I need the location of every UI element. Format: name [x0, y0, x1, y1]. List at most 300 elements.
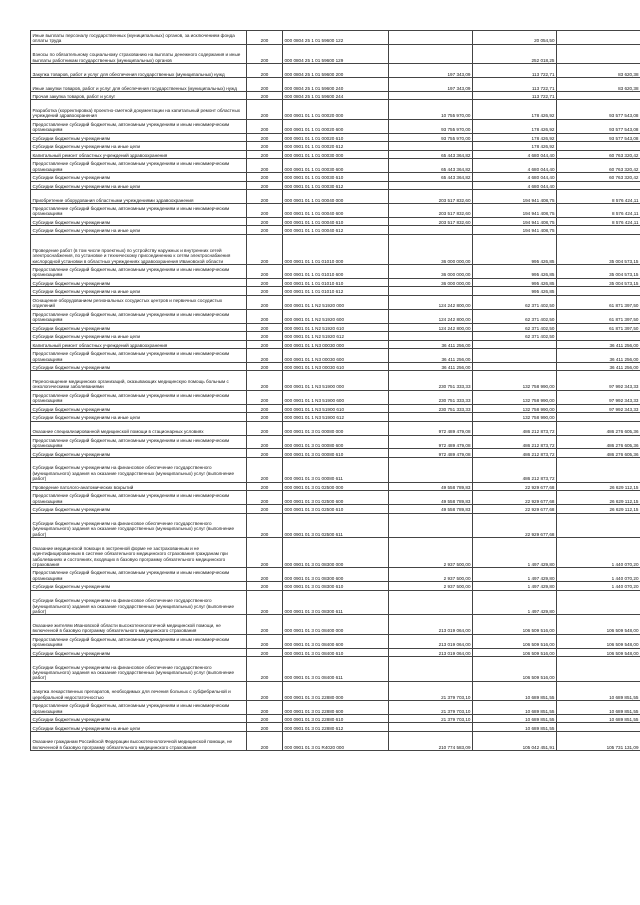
row-line-code-cell: 200: [247, 648, 283, 657]
row-approved-cell: 210 774 583,09: [389, 731, 473, 750]
row-approved-cell: [389, 723, 473, 732]
table-row: [31, 371, 640, 390]
row-budget-code-cell: 000 0901 01 1 N3 00030 000: [283, 340, 389, 349]
row-unexecuted-cell: 8 576 424,11: [557, 217, 640, 226]
row-unexecuted-cell: 97 992 343,33: [557, 371, 640, 390]
row-budget-code-cell: 000 0901 01 3 01 08400 611: [283, 657, 389, 682]
row-executed-cell: 10 689 851,55: [473, 701, 557, 715]
row-approved-cell: 10 755 970,00: [389, 100, 473, 119]
row-name-cell: Предоставление субсидий бюджетным, автономным учреждениям и иным некоммерческим организациям: [31, 349, 247, 363]
row-executed-cell: 4 680 044,40: [473, 173, 557, 182]
row-executed-cell: 178 426,92: [473, 100, 557, 119]
table-row: [31, 582, 640, 591]
table-row: [31, 435, 640, 449]
row-budget-code-cell: 000 0901 01 1 N2 51920 000: [283, 295, 389, 309]
row-executed-cell: 132 758 990,00: [473, 390, 557, 404]
row-name-cell: Субсидии бюджетным учреждениям: [31, 714, 247, 723]
row-name-cell: Предоставление субсидий бюджетным, автономным учреждениям и иным некоммерческим организациям: [31, 701, 247, 715]
row-unexecuted-cell: [557, 226, 640, 235]
row-name-cell: Субсидии бюджетным учреждениям: [31, 582, 247, 591]
row-name-cell: Субсидии бюджетным учреждениям: [31, 217, 247, 226]
row-name-cell: Проведение патолого-анатомических вскрытий: [31, 482, 247, 491]
row-line-code-cell: 200: [247, 590, 283, 615]
row-approved-cell: 49 558 789,83: [389, 505, 473, 514]
row-unexecuted-cell: [557, 31, 640, 45]
row-line-code-cell: 200: [247, 217, 283, 226]
table-row: [31, 100, 640, 119]
row-approved-cell: 213 019 064,00: [389, 648, 473, 657]
table-row: [31, 332, 640, 341]
row-unexecuted-cell: 26 629 112,15: [557, 491, 640, 505]
row-line-code-cell: 200: [247, 513, 283, 538]
table-row: [31, 681, 640, 700]
row-executed-cell: 22 929 677,68: [473, 513, 557, 538]
row-executed-cell: 62 371 402,50: [473, 295, 557, 309]
row-approved-cell: 36 000 000,00: [389, 278, 473, 287]
table-row: [31, 390, 640, 404]
table-row: [31, 568, 640, 582]
row-unexecuted-cell: 10 689 851,55: [557, 714, 640, 723]
row-unexecuted-cell: 35 004 573,15: [557, 234, 640, 264]
row-unexecuted-cell: 60 763 320,42: [557, 150, 640, 159]
table-row: [31, 413, 640, 422]
row-name-cell: Субсидии бюджетным учреждениям на финансовое обеспечение государственного (муниципального) задания на оказание государственных (муниципальных) услуг (выполнение работ): [31, 457, 247, 482]
row-name-cell: Субсидии бюджетным учреждениям: [31, 404, 247, 413]
row-executed-cell: 178 426,92: [473, 142, 557, 151]
row-line-code-cell: 200: [247, 323, 283, 332]
row-approved-cell: 2 937 500,00: [389, 538, 473, 568]
row-budget-code-cell: 000 0901 01 3 01 08400 600: [283, 634, 389, 648]
row-unexecuted-cell: [557, 287, 640, 296]
row-budget-code-cell: 000 0901 01 1 N3 00030 600: [283, 349, 389, 363]
row-budget-code-cell: 000 0901 01 3 01 22880 610: [283, 714, 389, 723]
row-unexecuted-cell: 26 629 112,15: [557, 505, 640, 514]
row-unexecuted-cell: 97 992 343,33: [557, 390, 640, 404]
row-line-code-cell: 200: [247, 413, 283, 422]
row-executed-cell: 132 758 990,00: [473, 371, 557, 390]
table-row: [31, 404, 640, 413]
row-name-cell: Субсидии бюджетным учреждениям: [31, 133, 247, 142]
row-budget-code-cell: 000 0901 01 3 01 08300 000: [283, 538, 389, 568]
table-row: [31, 133, 640, 142]
row-unexecuted-cell: [557, 413, 640, 422]
row-unexecuted-cell: 61 871 397,50: [557, 323, 640, 332]
row-unexecuted-cell: 1 440 070,20: [557, 538, 640, 568]
row-name-cell: Субсидии бюджетным учреждениям на иные цели: [31, 332, 247, 341]
row-line-code-cell: 200: [247, 264, 283, 278]
row-approved-cell: 972 489 479,08: [389, 449, 473, 458]
row-executed-cell: 486 212 873,72: [473, 421, 557, 435]
row-budget-code-cell: 000 0901 01 1 01 00030 600: [283, 159, 389, 173]
row-approved-cell: 972 489 479,08: [389, 421, 473, 435]
row-unexecuted-cell: 10 689 851,55: [557, 681, 640, 700]
table-row: [31, 449, 640, 458]
row-line-code-cell: 200: [247, 150, 283, 159]
row-name-cell: Субсидии бюджетным учреждениям на иные цели: [31, 226, 247, 235]
row-unexecuted-cell: 60 763 320,42: [557, 159, 640, 173]
row-approved-cell: [389, 413, 473, 422]
row-executed-cell: 132 758 990,00: [473, 413, 557, 422]
row-name-cell: Капитальный ремонт областных учреждений здравоохранения: [31, 340, 247, 349]
row-budget-code-cell: 000 0901 01 1 N3 51900 600: [283, 390, 389, 404]
row-approved-cell: 197 343,09: [389, 64, 473, 78]
table-row: [31, 309, 640, 323]
row-line-code-cell: 200: [247, 568, 283, 582]
row-name-cell: Предоставление субсидий бюджетным, автономным учреждениям и иным некоммерческим организациям: [31, 634, 247, 648]
row-line-code-cell: 200: [247, 491, 283, 505]
row-executed-cell: 22 929 677,68: [473, 482, 557, 491]
table-row: [31, 159, 640, 173]
table-row: [31, 457, 640, 482]
row-line-code-cell: 200: [247, 100, 283, 119]
row-executed-cell: 62 371 402,50: [473, 332, 557, 341]
row-name-cell: Субсидии бюджетным учреждениям: [31, 278, 247, 287]
row-executed-cell: 194 941 408,75: [473, 190, 557, 204]
table-row: [31, 234, 640, 264]
row-line-code-cell: 200: [247, 457, 283, 482]
row-approved-cell: 36 000 000,00: [389, 264, 473, 278]
table-row: [31, 714, 640, 723]
row-line-code-cell: 200: [247, 91, 283, 100]
row-name-cell: Оказание специализированной медицинской помощи в стационарных условиях: [31, 421, 247, 435]
row-unexecuted-cell: 105 731 131,09: [557, 731, 640, 750]
row-executed-cell: [473, 349, 557, 363]
row-name-cell: Субсидии бюджетным учреждениям на иные цели: [31, 723, 247, 732]
row-unexecuted-cell: 60 763 320,42: [557, 173, 640, 182]
row-line-code-cell: 200: [247, 615, 283, 634]
row-executed-cell: 105 042 451,91: [473, 731, 557, 750]
row-line-code-cell: 200: [247, 435, 283, 449]
row-budget-code-cell: 000 0901 01 1 N3 51900 612: [283, 413, 389, 422]
row-approved-cell: 972 489 479,08: [389, 435, 473, 449]
row-budget-code-cell: 000 0901 01 3 01 02500 000: [283, 482, 389, 491]
row-budget-code-cell: 000 0901 01 3 01 02500 600: [283, 491, 389, 505]
row-line-code-cell: 200: [247, 404, 283, 413]
row-approved-cell: 36 411 256,00: [389, 340, 473, 349]
row-unexecuted-cell: [557, 181, 640, 190]
row-budget-code-cell: 000 0901 01 3 01 08400 610: [283, 648, 389, 657]
row-approved-cell: 93 755 970,00: [389, 133, 473, 142]
row-approved-cell: 21 379 703,10: [389, 714, 473, 723]
row-line-code-cell: 200: [247, 449, 283, 458]
row-name-cell: Иные закупки товаров, работ и услуг для обеспечения государственных (муниципальных) нужд: [31, 78, 247, 92]
row-line-code-cell: 200: [247, 119, 283, 133]
row-name-cell: Субсидии бюджетным учреждениям на финансовое обеспечение государственного (муниципального) задания на оказание государственных (муниципальных) услуг (выполнение работ): [31, 590, 247, 615]
row-approved-cell: [389, 657, 473, 682]
row-approved-cell: 2 937 500,00: [389, 582, 473, 591]
row-approved-cell: 203 517 832,60: [389, 190, 473, 204]
row-executed-cell: 113 722,71: [473, 64, 557, 78]
row-name-cell: Субсидии бюджетным учреждениям: [31, 648, 247, 657]
row-name-cell: Приобретение оборудования областными учреждениями здравоохранения: [31, 190, 247, 204]
row-line-code-cell: 200: [247, 78, 283, 92]
row-name-cell: Капитальный ремонт областных учреждений здравоохранения: [31, 150, 247, 159]
row-line-code-cell: 200: [247, 64, 283, 78]
row-unexecuted-cell: 83 620,38: [557, 64, 640, 78]
table-row: [31, 295, 640, 309]
row-line-code-cell: 200: [247, 634, 283, 648]
row-budget-code-cell: 000 0901 01 3 01 00080 610: [283, 449, 389, 458]
row-name-cell: Субсидии бюджетным учреждениям: [31, 449, 247, 458]
row-budget-code-cell: 000 0901 01 1 01 00030 000: [283, 150, 389, 159]
table-row: [31, 181, 640, 190]
row-budget-code-cell: 000 0901 01 3 01 00080 611: [283, 457, 389, 482]
row-approved-cell: 230 751 333,33: [389, 371, 473, 390]
row-executed-cell: 194 941 408,75: [473, 217, 557, 226]
row-approved-cell: 65 443 364,82: [389, 159, 473, 173]
row-executed-cell: 194 941 408,75: [473, 203, 557, 217]
row-name-cell: Оказание жителям Ивановской области высокотехнологичной медицинской помощи, не включенной в базовую программу обязательного медицинского страхования: [31, 615, 247, 634]
row-line-code-cell: 200: [247, 31, 283, 45]
row-budget-code-cell: 000 0901 01 1 N2 51920 612: [283, 332, 389, 341]
row-line-code-cell: 200: [247, 362, 283, 371]
row-name-cell: Субсидии бюджетным учреждениям на иные цели: [31, 287, 247, 296]
table-row: [31, 31, 640, 45]
row-unexecuted-cell: 486 276 605,36: [557, 449, 640, 458]
table-row: [31, 119, 640, 133]
row-unexecuted-cell: [557, 44, 640, 63]
table-row: [31, 217, 640, 226]
row-budget-code-cell: 000 0901 01 1 01 00020 610: [283, 133, 389, 142]
row-executed-cell: 62 371 402,50: [473, 323, 557, 332]
row-name-cell: Субсидии бюджетным учреждениям на иные цели: [31, 181, 247, 190]
row-unexecuted-cell: 35 004 573,15: [557, 264, 640, 278]
row-line-code-cell: 200: [247, 309, 283, 323]
row-approved-cell: [389, 44, 473, 63]
row-approved-cell: 21 379 703,10: [389, 681, 473, 700]
row-name-cell: Субсидии бюджетным учреждениям: [31, 323, 247, 332]
row-executed-cell: 995 426,85: [473, 278, 557, 287]
row-approved-cell: [389, 226, 473, 235]
row-executed-cell: 113 722,71: [473, 91, 557, 100]
row-budget-code-cell: 000 0804 25 1 01 59600 200: [283, 64, 389, 78]
row-name-cell: Разработка (корректировка) проектно-сметной документации на капитальный ремонт областных учреждений здравоохранения: [31, 100, 247, 119]
table-row: [31, 142, 640, 151]
row-line-code-cell: 200: [247, 203, 283, 217]
row-budget-code-cell: 000 0901 01 1 N3 00030 610: [283, 362, 389, 371]
table-row: [31, 349, 640, 363]
row-budget-code-cell: 000 0901 01 3 01 R4020 000: [283, 731, 389, 750]
row-unexecuted-cell: 93 577 543,08: [557, 100, 640, 119]
row-unexecuted-cell: 36 411 256,00: [557, 340, 640, 349]
row-executed-cell: 1 497 429,80: [473, 538, 557, 568]
row-name-cell: Предоставление субсидий бюджетным, автономным учреждениям и иным некоммерческим организациям: [31, 309, 247, 323]
row-line-code-cell: 200: [247, 349, 283, 363]
row-approved-cell: 21 379 703,10: [389, 701, 473, 715]
row-budget-code-cell: 000 0804 25 1 01 59600 129: [283, 44, 389, 63]
row-budget-code-cell: 000 0901 01 1 N2 51920 610: [283, 323, 389, 332]
row-unexecuted-cell: 8 576 424,11: [557, 190, 640, 204]
row-budget-code-cell: 000 0804 25 1 01 59600 122: [283, 31, 389, 45]
row-unexecuted-cell: [557, 457, 640, 482]
row-executed-cell: 113 722,71: [473, 78, 557, 92]
row-line-code-cell: 200: [247, 159, 283, 173]
row-budget-code-cell: 000 0901 01 3 01 02500 611: [283, 513, 389, 538]
row-unexecuted-cell: 486 276 605,36: [557, 435, 640, 449]
row-name-cell: Взносы по обязательному социальному страхованию на выплаты денежного содержания и иные выплаты работникам государственных (муниципальных) органов: [31, 44, 247, 63]
row-budget-code-cell: 000 0901 01 1 N3 51900 000: [283, 371, 389, 390]
row-unexecuted-cell: [557, 590, 640, 615]
row-budget-code-cell: 000 0901 01 3 01 08300 600: [283, 568, 389, 582]
row-line-code-cell: 200: [247, 681, 283, 700]
table-row: [31, 173, 640, 182]
table-row: [31, 590, 640, 615]
row-executed-cell: 486 212 873,72: [473, 449, 557, 458]
table-row: [31, 648, 640, 657]
row-approved-cell: 124 242 800,00: [389, 295, 473, 309]
row-name-cell: Предоставление субсидий бюджетным, автономным учреждениям и иным некоммерческим организациям: [31, 568, 247, 582]
row-line-code-cell: 200: [247, 287, 283, 296]
table-row: [31, 615, 640, 634]
table-row: [31, 323, 640, 332]
row-executed-cell: 20 054,50: [473, 31, 557, 45]
row-line-code-cell: 200: [247, 44, 283, 63]
row-executed-cell: 252 018,25: [473, 44, 557, 63]
row-name-cell: Закупка лекарственных препаратов, необходимых для лечения больных с субфебрильной и церебральной недостаточностью: [31, 681, 247, 700]
row-executed-cell: 10 689 851,55: [473, 714, 557, 723]
row-approved-cell: [389, 31, 473, 45]
row-approved-cell: 36 411 256,00: [389, 349, 473, 363]
row-budget-code-cell: 000 0901 01 1 01 01010 000: [283, 234, 389, 264]
row-approved-cell: 213 019 064,00: [389, 615, 473, 634]
row-approved-cell: 36 000 000,00: [389, 234, 473, 264]
row-name-cell: Предоставление субсидий бюджетным, автономным учреждениям и иным некоммерческим организациям: [31, 159, 247, 173]
row-line-code-cell: 200: [247, 505, 283, 514]
row-line-code-cell: 200: [247, 723, 283, 732]
row-executed-cell: 132 758 990,00: [473, 404, 557, 413]
row-budget-code-cell: 000 0901 01 1 N2 51920 600: [283, 309, 389, 323]
row-executed-cell: 106 509 516,00: [473, 657, 557, 682]
row-unexecuted-cell: 61 871 397,50: [557, 309, 640, 323]
table-row: [31, 731, 640, 750]
row-executed-cell: [473, 362, 557, 371]
row-budget-code-cell: 000 0901 01 3 01 00080 000: [283, 421, 389, 435]
row-executed-cell: 995 426,85: [473, 264, 557, 278]
row-unexecuted-cell: 36 411 256,00: [557, 349, 640, 363]
row-executed-cell: 1 497 429,80: [473, 590, 557, 615]
row-budget-code-cell: 000 0901 01 1 01 00020 000: [283, 100, 389, 119]
row-line-code-cell: 200: [247, 340, 283, 349]
row-line-code-cell: 200: [247, 234, 283, 264]
row-executed-cell: 10 689 851,55: [473, 723, 557, 732]
row-line-code-cell: 200: [247, 278, 283, 287]
row-approved-cell: 230 751 333,33: [389, 390, 473, 404]
row-unexecuted-cell: 10 689 851,55: [557, 701, 640, 715]
row-approved-cell: [389, 91, 473, 100]
row-approved-cell: 124 242 800,00: [389, 323, 473, 332]
row-unexecuted-cell: [557, 723, 640, 732]
table-row: [31, 362, 640, 371]
row-approved-cell: [389, 332, 473, 341]
table-row: [31, 634, 640, 648]
row-name-cell: Субсидии бюджетным учреждениям на финансовое обеспечение государственного (муниципального) задания на оказание государственных (муниципальных) услуг (выполнение работ): [31, 657, 247, 682]
row-budget-code-cell: 000 0901 01 1 01 00020 612: [283, 142, 389, 151]
row-unexecuted-cell: 1 440 070,20: [557, 582, 640, 591]
row-approved-cell: [389, 181, 473, 190]
row-budget-code-cell: 000 0901 01 1 N3 51900 610: [283, 404, 389, 413]
row-name-cell: Предоставление субсидий бюджетным, автономным учреждениям и иным некоммерческим организациям: [31, 264, 247, 278]
row-budget-code-cell: 000 0901 01 3 01 22880 612: [283, 723, 389, 732]
row-budget-code-cell: 000 0901 01 1 01 00030 610: [283, 173, 389, 182]
row-name-cell: Субсидии бюджетным учреждениям: [31, 362, 247, 371]
row-unexecuted-cell: 26 629 112,15: [557, 482, 640, 491]
row-approved-cell: [389, 142, 473, 151]
table-row: [31, 190, 640, 204]
row-name-cell: Субсидии бюджетным учреждениям на иные цели: [31, 142, 247, 151]
row-executed-cell: 4 680 044,40: [473, 150, 557, 159]
table-row: [31, 340, 640, 349]
row-line-code-cell: 200: [247, 173, 283, 182]
row-unexecuted-cell: [557, 332, 640, 341]
budget-execution-table: [30, 30, 640, 751]
row-executed-cell: [473, 340, 557, 349]
row-line-code-cell: 200: [247, 714, 283, 723]
table-row: [31, 226, 640, 235]
row-line-code-cell: 200: [247, 371, 283, 390]
row-approved-cell: [389, 590, 473, 615]
table-row: [31, 482, 640, 491]
row-name-cell: Субсидии бюджетным учреждениям на финансовое обеспечение государственного (муниципального) задания на оказание государственных (муниципальных) услуг (выполнение работ): [31, 513, 247, 538]
row-name-cell: Иные выплаты персоналу государственных (муниципальных) органов, за исключением фонда оплаты труда: [31, 31, 247, 45]
row-line-code-cell: 200: [247, 133, 283, 142]
row-line-code-cell: 200: [247, 181, 283, 190]
row-budget-code-cell: 000 0804 25 1 01 59600 240: [283, 78, 389, 92]
table-row: [31, 701, 640, 715]
row-approved-cell: 2 937 500,00: [389, 568, 473, 582]
row-name-cell: Предоставление субсидий бюджетным, автономным учреждениям и иным некоммерческим организациям: [31, 435, 247, 449]
row-unexecuted-cell: 61 871 397,50: [557, 295, 640, 309]
table-body: [31, 31, 640, 751]
row-unexecuted-cell: 35 004 573,15: [557, 278, 640, 287]
table-row: [31, 91, 640, 100]
table-row: [31, 44, 640, 63]
row-approved-cell: 230 751 333,33: [389, 404, 473, 413]
row-unexecuted-cell: 106 509 548,00: [557, 634, 640, 648]
row-name-cell: Оснащение оборудованием региональных сосудистых центров и первичных сосудистых отделений: [31, 295, 247, 309]
table-row: [31, 64, 640, 78]
row-approved-cell: 49 558 789,83: [389, 482, 473, 491]
table-row: [31, 657, 640, 682]
row-unexecuted-cell: 486 276 605,36: [557, 421, 640, 435]
row-executed-cell: 995 426,85: [473, 234, 557, 264]
row-budget-code-cell: 000 0901 01 1 01 00040 612: [283, 226, 389, 235]
row-name-cell: Субсидии бюджетным учреждениям на иные цели: [31, 413, 247, 422]
row-executed-cell: 22 929 677,68: [473, 505, 557, 514]
row-name-cell: Закупка товаров, работ и услуг для обеспечения государственных (муниципальных) нужд: [31, 64, 247, 78]
table-row: [31, 264, 640, 278]
table-row: [31, 513, 640, 538]
row-name-cell: Субсидии бюджетным учреждениям: [31, 173, 247, 182]
table-row: [31, 78, 640, 92]
row-budget-code-cell: 000 0901 01 1 01 00030 612: [283, 181, 389, 190]
row-line-code-cell: 200: [247, 582, 283, 591]
row-name-cell: Предоставление субсидий бюджетным, автономным учреждениям и иным некоммерческим организациям: [31, 203, 247, 217]
row-budget-code-cell: 000 0804 25 1 01 59600 244: [283, 91, 389, 100]
row-executed-cell: 1 497 429,80: [473, 568, 557, 582]
row-name-cell: Субсидии бюджетным учреждениям: [31, 505, 247, 514]
row-executed-cell: 106 509 516,00: [473, 648, 557, 657]
row-executed-cell: 10 689 851,55: [473, 681, 557, 700]
row-approved-cell: 203 517 832,60: [389, 203, 473, 217]
row-executed-cell: 178 426,92: [473, 119, 557, 133]
row-budget-code-cell: 000 0901 01 1 01 01010 612: [283, 287, 389, 296]
row-budget-code-cell: 000 0901 01 3 01 08400 000: [283, 615, 389, 634]
row-executed-cell: 995 426,85: [473, 287, 557, 296]
row-executed-cell: 1 497 429,80: [473, 582, 557, 591]
table-row: [31, 150, 640, 159]
row-unexecuted-cell: [557, 513, 640, 538]
row-line-code-cell: 200: [247, 701, 283, 715]
